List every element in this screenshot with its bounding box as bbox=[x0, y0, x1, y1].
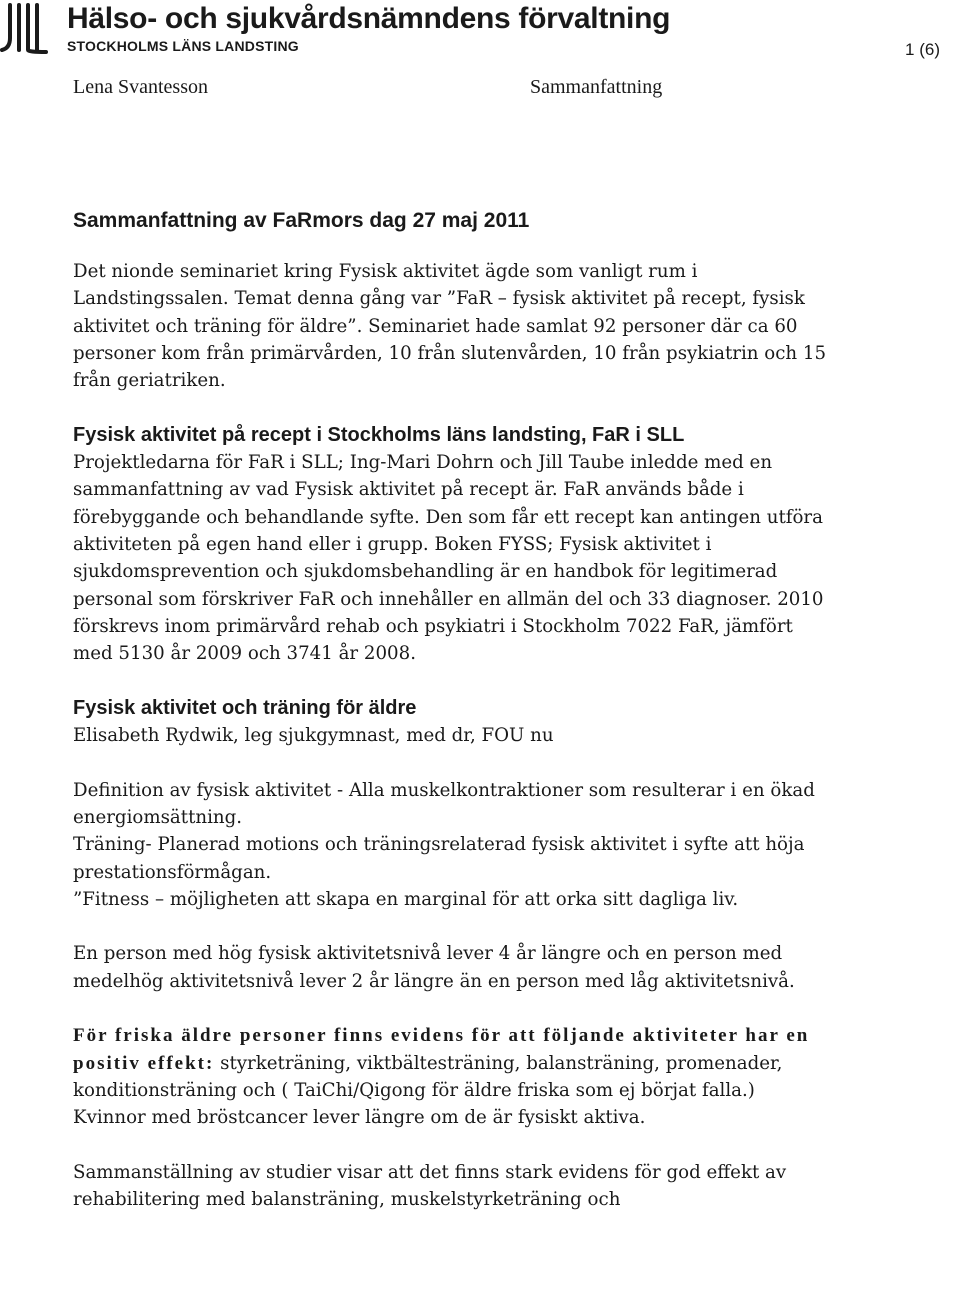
speaker-line: Elisabeth Rydwik, leg sjukgymnast, med dr, FOU nu bbox=[73, 725, 554, 747]
section-elderly-training bbox=[73, 695, 833, 750]
sll-logo-icon bbox=[0, 2, 48, 54]
document-body bbox=[73, 206, 833, 1213]
evidence-text: styrketräning, viktbältesträning, balansträning, promenader, konditionsträning och ( TaiChi/Qigong för äldre friska som ej börjat falla.) Kvinnor med bröstcancer lever längre om de är fysiskt aktiva. bbox=[73, 1052, 783, 1129]
section-paragraph: Projektledarna för FaR i SLL; Ing-Mari Dohrn och Jill Taube inledde med en sammanfattning av vad Fysisk aktivitet på recept är. FaR används både i förebyggande och behandlande syfte. Den som får ett recept kan antingen utföra aktiviteten på egen hand eller i grupp. Boken FYSS; Fysisk aktivitet i sjukdomsprevention och sjukdomsbehandling är en handbok för legitimerad personal som förskriver FaR och innehåller en allmän del och 33 diagnoser. 2010 förskrevs inom primärvård rehab och psykiatri i Stockholm 7022 FaR, jämfört med 5130 år 2009 och 3741 år 2008. bbox=[73, 452, 824, 665]
studies-paragraph: Sammanställning av studier visar att det finns stark evidens för god effekt av rehabilitering med balansträning, muskelstyrketräning och bbox=[73, 1161, 787, 1211]
organization-subtitle: STOCKHOLMS LÄNS LANDSTING bbox=[67, 38, 299, 54]
evidence-lead: För friska äldre personer finns evidens för att följande aktiviteter har en positiv effekt: bbox=[73, 1025, 810, 1074]
author-name: Lena Svantesson bbox=[73, 76, 208, 98]
evidence-paragraph bbox=[73, 1022, 833, 1131]
section-heading: Fysisk aktivitet på recept i Stockholms läns landsting, FaR i SLL bbox=[73, 423, 685, 446]
section-heading: Fysisk aktivitet och träning för äldre bbox=[73, 696, 417, 719]
life-expectancy-paragraph: En person med hög fysisk aktivitetsnivå lever 4 år längre och en person med medelhög aktivitetsnivå lever 2 år längre än en person med låg aktivitetsnivå. bbox=[73, 943, 795, 992]
definition-training: Träning- Planerad motions och träningsrelaterad fysisk aktivitet i syfte att höja prestationsförmågan. bbox=[73, 834, 805, 883]
definition-fitness: ”Fitness – möjligheten att skapa en marginal för att orka sitt dagliga liv. bbox=[73, 888, 739, 910]
intro-paragraph: Det nionde seminariet kring Fysisk aktivitet ägde som vanligt rum i Landstingssalen. Temat denna gång var ”FaR – fysisk aktivitet på recept, fysisk aktivitet och träning för äldre”. Seminariet hade samlat 92 personer där ca 60 personer kom från primärvården, 10 från slutenvården, 10 från psykiatrin och 15 från geriatriken. bbox=[73, 261, 827, 392]
organization-name: Hälso- och sjukvårdsnämndens förvaltning bbox=[67, 2, 671, 35]
document-title: Sammanfattning av FaRmors dag 27 maj 2011 bbox=[73, 209, 530, 232]
page-number: 1 (6) bbox=[905, 40, 940, 59]
document-type: Sammanfattning bbox=[530, 76, 663, 98]
definition-physical-activity: Definition av fysisk aktivitet - Alla muskelkontraktioner som resulterar i en ökad energiomsättning. bbox=[73, 779, 815, 828]
definitions-block bbox=[73, 777, 833, 913]
section-far-sll bbox=[73, 422, 833, 668]
